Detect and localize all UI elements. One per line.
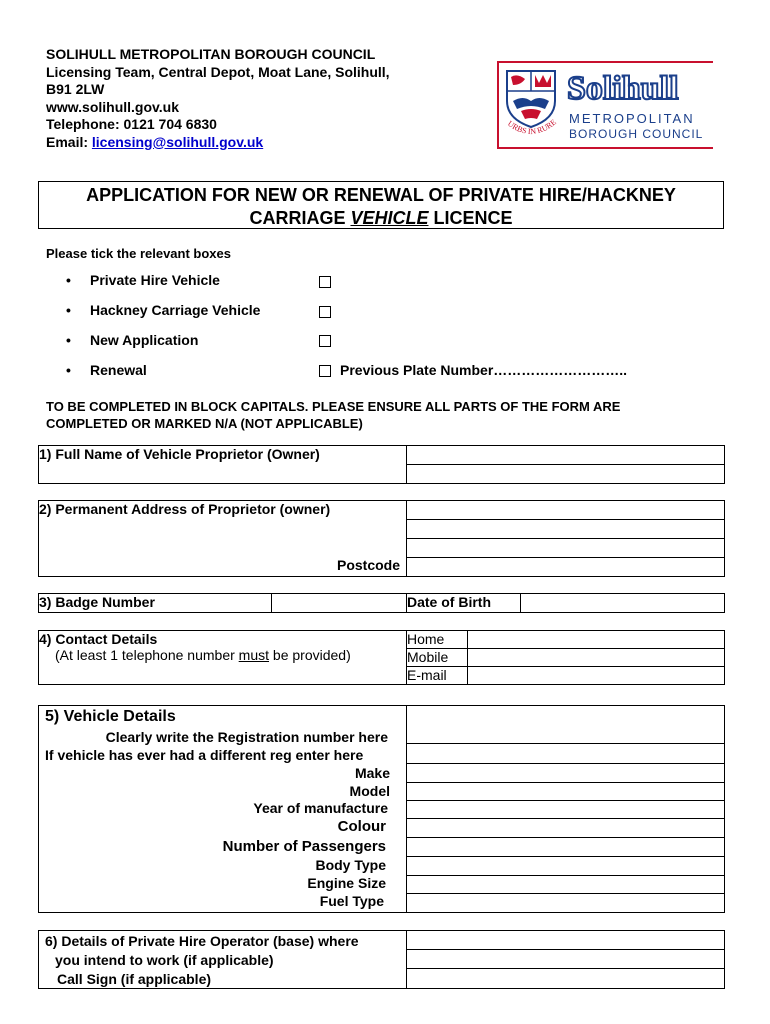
logo-line-borough: BOROUGH COUNCIL: [569, 127, 704, 141]
postcode-label: Postcode: [336, 557, 400, 573]
section-1-table: [38, 445, 725, 484]
hackney-checkbox[interactable]: [319, 306, 331, 318]
address-field-2[interactable]: [407, 520, 725, 539]
section-5-fields: [406, 705, 725, 913]
email-row: Email: licensing@solihull.gov.uk: [46, 133, 264, 150]
colour-label: Colour: [337, 818, 386, 835]
email-link[interactable]: licensing@solihull.gov.uk: [91, 133, 264, 150]
section-6-label-box: [38, 930, 407, 989]
operator-field-1[interactable]: [407, 931, 724, 950]
previous-reg-label: If vehicle has ever had a different reg enter here: [45, 747, 364, 763]
operator-field-2[interactable]: [407, 950, 724, 969]
fuel-type-label: Fuel Type: [319, 893, 384, 909]
section-1-label: 1) Full Name of Vehicle Proprietor (Owner): [39, 446, 407, 484]
logo-wordmark: Solihull: [567, 70, 679, 107]
date-of-birth-label: Date of Birth: [407, 594, 521, 613]
section-5-label-box: [38, 705, 407, 913]
section-2-label-cell: [39, 501, 407, 577]
body-type-label: Body Type: [315, 857, 386, 873]
section-4-table: [38, 630, 725, 685]
council-name: SOLIHULL METROPOLITAN BOROUGH COUNCIL: [46, 46, 376, 62]
badge-number-label: 3) Badge Number: [39, 594, 272, 613]
address-field-1[interactable]: [407, 501, 725, 520]
bullet-icon: •: [66, 272, 71, 288]
model-field[interactable]: [407, 783, 724, 801]
private-hire-checkbox[interactable]: [319, 276, 331, 288]
option-hackney: • Hackney Carriage Vehicle: [66, 302, 261, 318]
section-2-label: 2) Permanent Address of Proprietor (owner): [39, 501, 331, 517]
address-line-1: Licensing Team, Central Depot, Moat Lane, Solihull,: [46, 63, 390, 80]
vehicle-details-title: 5) Vehicle Details: [45, 708, 176, 725]
call-sign-field[interactable]: [407, 969, 724, 988]
colour-field[interactable]: [407, 819, 724, 838]
year-label: Year of manufacture: [253, 800, 388, 816]
logo-line-metropolitan: METROPOLITAN: [569, 111, 695, 126]
previous-reg-field[interactable]: [407, 744, 724, 764]
new-application-checkbox[interactable]: [319, 335, 331, 347]
form-title: [38, 181, 724, 229]
renewal-checkbox[interactable]: [319, 365, 331, 377]
make-field[interactable]: [407, 764, 724, 783]
contact-details-label: 4) Contact Details: [39, 631, 158, 647]
passengers-field[interactable]: [407, 838, 724, 857]
postcode-field[interactable]: [407, 558, 725, 577]
engine-size-label: Engine Size: [307, 875, 386, 891]
previous-plate-number: Previous Plate Number………………………..: [340, 362, 628, 378]
reg-number-field[interactable]: [407, 706, 724, 744]
fuel-type-field[interactable]: [407, 894, 724, 912]
website: www.solihull.gov.uk: [46, 98, 180, 115]
logo-motto: URBS IN RURE: [505, 117, 558, 137]
mobile-label: Mobile: [407, 649, 468, 667]
address-field-3[interactable]: [407, 539, 725, 558]
title-line-2: CARRIAGE VEHICLE LICENCE: [249, 208, 513, 228]
option-new-application: • New Application: [66, 332, 199, 348]
section-2-table: [38, 500, 725, 577]
date-of-birth-field[interactable]: [521, 594, 725, 613]
mobile-phone-field[interactable]: [468, 649, 725, 667]
solihull-logo: [497, 61, 713, 149]
tick-prompt: Please tick the relevant boxes: [46, 246, 231, 261]
title-line-1: APPLICATION FOR NEW OR RENEWAL OF PRIVATE HIRE/HACKNEY: [86, 185, 676, 205]
operator-label: 6) Details of Private Hire Operator (base) where: [45, 933, 359, 949]
passengers-label: Number of Passengers: [222, 838, 386, 855]
option-private-hire: • Private Hire Vehicle: [66, 272, 220, 288]
email-label: E-mail: [407, 667, 468, 685]
logo-graphic: [497, 61, 713, 149]
section-4-label-cell: [39, 631, 407, 685]
engine-size-field[interactable]: [407, 876, 724, 894]
reg-number-label: Clearly write the Registration number here: [105, 729, 388, 745]
bullet-icon: •: [66, 302, 71, 318]
year-field[interactable]: [407, 801, 724, 819]
operator-label-2: you intend to work (if applicable): [55, 952, 274, 968]
address-line-2: B91 2LW: [46, 81, 105, 97]
contact-note: (At least 1 telephone number must be provided): [55, 647, 351, 663]
telephone: Telephone: 0121 704 6830: [46, 116, 217, 132]
council-header: [46, 46, 390, 151]
section-6-fields: [406, 930, 725, 989]
call-sign-label: Call Sign (if applicable): [57, 971, 212, 987]
option-renewal: • Renewal: [66, 362, 147, 378]
badge-number-field[interactable]: [272, 594, 407, 613]
section-3-table: [38, 593, 725, 613]
full-name-field-1[interactable]: [407, 446, 725, 465]
instructions: TO BE COMPLETED IN BLOCK CAPITALS. PLEASE ENSURE ALL PARTS OF THE FORM ARE COMPLETED OR MARKED N/A (NOT APPLICABLE): [46, 399, 621, 431]
body-type-field[interactable]: [407, 857, 724, 876]
model-label: Model: [349, 783, 390, 799]
home-phone-field[interactable]: [468, 631, 725, 649]
make-label: Make: [354, 765, 390, 781]
bullet-icon: •: [66, 362, 71, 378]
title-emphasis: VEHICLE: [350, 208, 429, 228]
email-field[interactable]: [468, 667, 725, 685]
home-label: Home: [407, 631, 468, 649]
bullet-icon: •: [66, 332, 71, 348]
full-name-field-2[interactable]: [407, 465, 725, 484]
